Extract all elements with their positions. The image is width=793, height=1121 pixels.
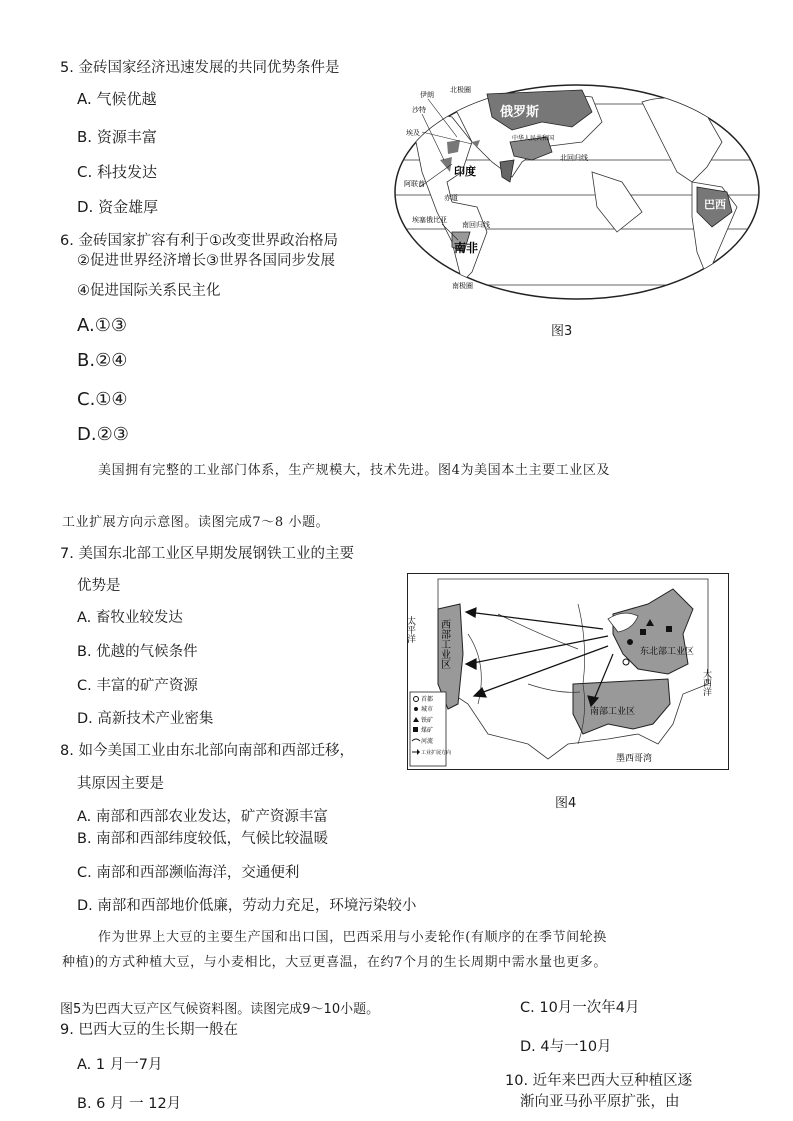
legend-river: 河流 <box>421 738 434 745</box>
q9-stem: 9. 巴西大豆的生长期一般在 <box>60 1022 238 1038</box>
q8-option-c: C. 南部和西部濒临海洋，交通便利 <box>77 865 300 881</box>
legend-expansion: 工业扩展方向 <box>421 750 452 756</box>
legend-city: 城市 <box>421 706 434 713</box>
label-china: 中华人民共和国 <box>512 135 555 142</box>
q9-option-a: A. 1 月一7月 <box>77 1057 163 1073</box>
world-map-svg <box>392 82 762 302</box>
capital-symbol <box>623 659 629 665</box>
q8-stem-line1: 8. 如今美国工业由东北部向南部和西部迁移， <box>60 743 354 759</box>
intro-78-line1: 美国拥有完整的工业部门体系，生产规模大，技术先进。图4为美国本土主要工业区及 <box>98 463 611 478</box>
q9-option-b: B. 6 月 一 12月 <box>77 1096 182 1112</box>
label-brazil: 巴西 <box>704 198 726 211</box>
label-tropic-cancer: 北回归线 <box>560 154 588 162</box>
q8-option-d: D. 南部和西部地价低廉，劳动力充足，环境污染较小 <box>77 898 417 914</box>
q5-option-c: C. 科技发达 <box>77 163 158 181</box>
q6-stem-line2: ②促进世界经济增长③世界各国同步发展 <box>77 253 335 269</box>
label-russia: 俄罗斯 <box>500 105 540 120</box>
intro-910-line1: 作为世界上大豆的主要生产国和出口国，巴西采用与小麦轮作(有顺序的在季节间轮换 <box>98 930 607 945</box>
q9-option-c: C. 10月一次年4月 <box>520 1000 640 1016</box>
label-uae: 阿联酋 <box>404 180 425 188</box>
q5-stem: 5. 金砖国家经济迅速发展的共同优势条件是 <box>60 60 340 76</box>
q6-option-c: C.①④ <box>77 389 128 410</box>
label-iran: 伊朗 <box>420 91 434 99</box>
label-west-region: 西部工业区 <box>438 619 450 669</box>
legend-coal: 煤矿 <box>421 727 434 734</box>
label-egypt: 埃及 <box>406 129 420 137</box>
figure4-caption: 图4 <box>555 796 577 811</box>
q6-option-b: B.②④ <box>77 350 128 371</box>
q8-stem-line2: 其原因主要是 <box>77 776 164 792</box>
label-atlantic: 大西洋 <box>701 669 711 696</box>
q6-option-d: D.②③ <box>77 424 129 445</box>
q10-stem-line1: 10. 近年来巴西大豆种植区逐 <box>505 1073 693 1089</box>
q7-stem-line2: 优势是 <box>77 578 121 594</box>
label-gulf: 墨西哥湾 <box>616 754 653 764</box>
figure3-world-map <box>392 82 762 302</box>
figure3-caption: 图3 <box>551 324 573 339</box>
q8-option-a: A. 南部和西部农业发达，矿产资源丰富 <box>77 809 328 825</box>
q10-stem-line2: 渐向亚马孙平原扩张，由 <box>520 1094 680 1110</box>
q9-option-d: D. 4与一10月 <box>520 1039 612 1055</box>
q6-stem-line3: ④促进国际关系民主化 <box>77 283 221 299</box>
label-pacific: 太平洋 <box>405 616 415 643</box>
intro-910-line2: 种植)的方式种植大豆，与小麦相比，大豆更喜温，在约7个月的生长周期中需水量也更多。 <box>62 955 607 970</box>
q7-option-b: B. 优越的气候条件 <box>77 644 198 660</box>
q5-option-a: A. 气候优越 <box>77 90 157 108</box>
q7-option-c: C. 丰富的矿产资源 <box>77 678 198 694</box>
coal-symbol <box>640 629 646 635</box>
legend-capital: 首都 <box>421 696 434 703</box>
legend-iron: 铁矿 <box>421 717 434 724</box>
us-map-svg <box>405 574 728 769</box>
q5-option-b: B. 资源丰富 <box>77 128 157 146</box>
coal-symbol <box>666 626 672 632</box>
label-northeast-region: 东北部工业区 <box>640 647 695 657</box>
label-saudi: 沙特 <box>412 106 426 114</box>
label-antarctic-circle: 南极圈 <box>452 282 473 290</box>
label-ethiopia: 埃塞俄比亚 <box>412 216 447 224</box>
label-tropic-capricorn: 南回归线 <box>462 221 490 229</box>
q5-option-d: D. 资金雄厚 <box>77 198 159 216</box>
label-south-africa: 南非 <box>454 241 479 255</box>
q6-stem-line1: 6. 金砖国家扩容有利于①改变世界政治格局 <box>60 233 338 249</box>
city-symbol <box>627 639 633 645</box>
label-india: 印度 <box>454 165 476 178</box>
q7-stem-line1: 7. 美国东北部工业区早期发展钢铁工业的主要 <box>60 546 354 562</box>
q7-option-a: A. 畜牧业较发达 <box>77 610 183 626</box>
intro-910-line3: 图5为巴西大豆产区气候资料图。读图完成9～10小题。 <box>60 1002 380 1017</box>
q7-option-d: D. 高新技术产业密集 <box>77 711 214 727</box>
label-equator: 赤道 <box>444 194 458 202</box>
q8-option-b: B. 南部和西部纬度较低，气候比较温暖 <box>77 831 329 847</box>
figure4-us-map <box>407 573 729 770</box>
intro-78-line2: 工业扩展方向示意图。读图完成7～8 小题。 <box>62 515 330 530</box>
q6-option-a: A.①③ <box>77 315 127 336</box>
label-south-region: 南部工业区 <box>590 707 636 717</box>
label-arctic-circle: 北极圈 <box>450 86 471 94</box>
